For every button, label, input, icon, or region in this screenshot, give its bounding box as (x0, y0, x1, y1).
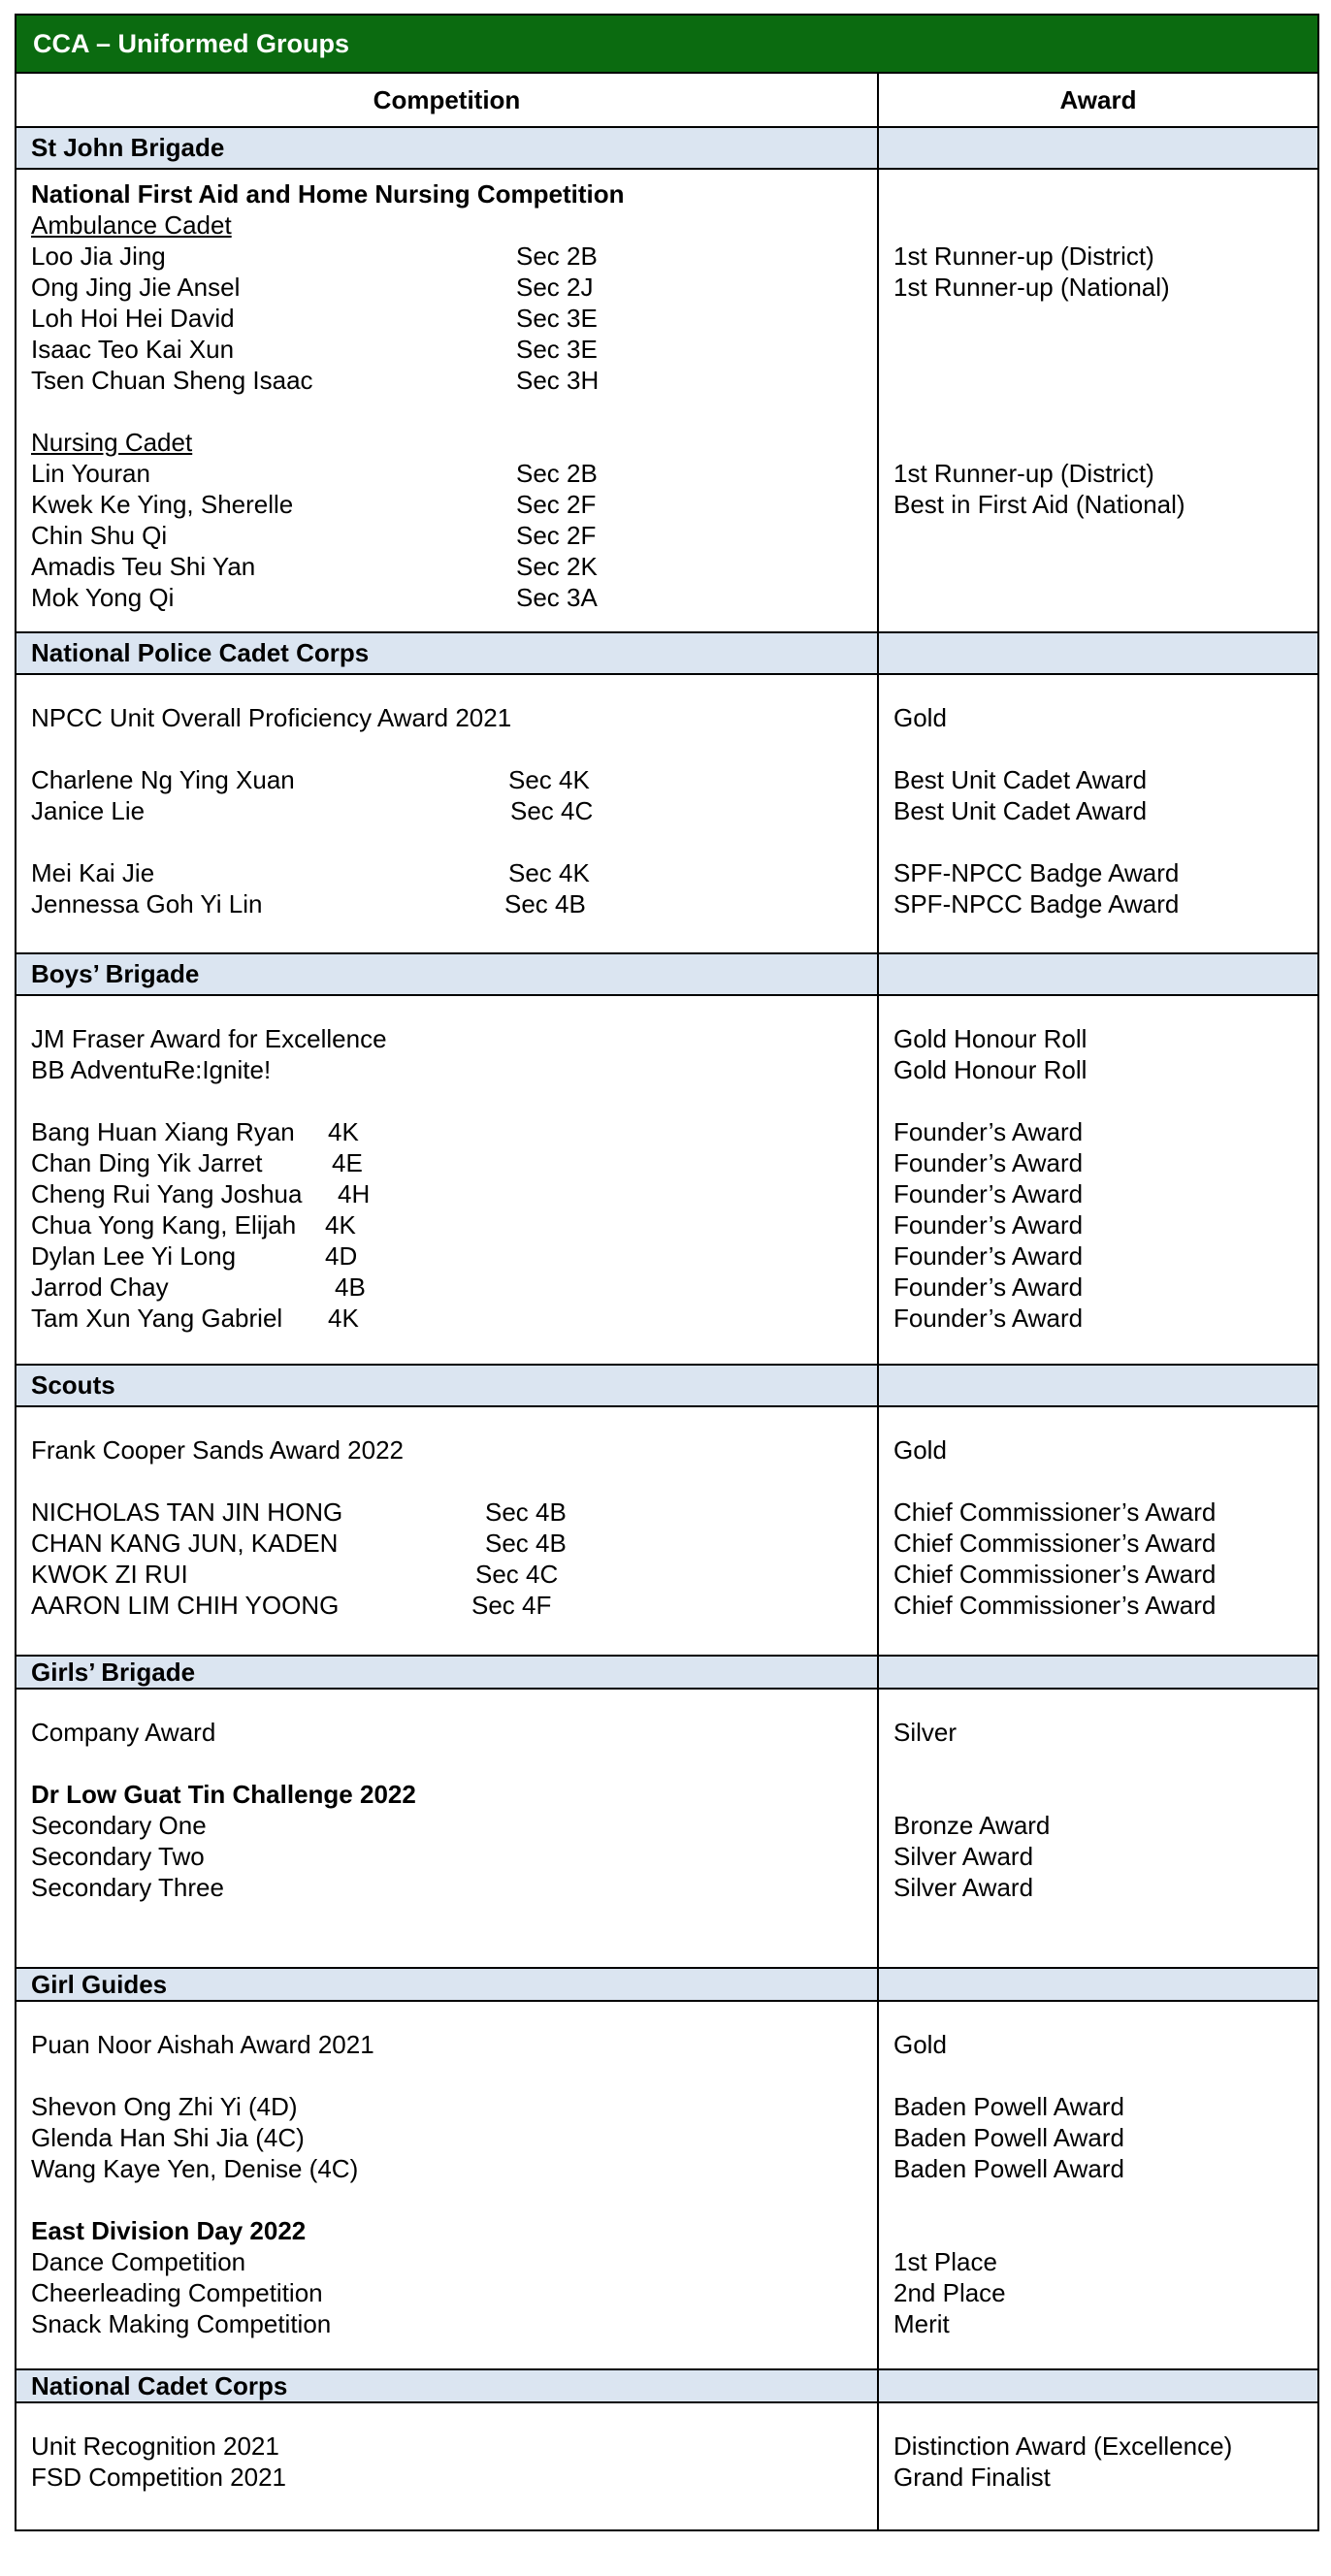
st-john-competition-cell (16, 169, 878, 632)
guides-award-cell (878, 2001, 1318, 2369)
section-boys-brigade: Boys’ Brigade (16, 953, 878, 995)
award-text: Gold (893, 703, 947, 732)
list-item: Mok Yong Qi Sec 3A (31, 583, 598, 612)
award-text: Merit (893, 2309, 950, 2338)
list-item: Loo Jia Jing Sec 2B (31, 242, 598, 271)
award-text: Silver Award (893, 1842, 1034, 1871)
award-text: Bronze Award (893, 1811, 1051, 1840)
list-item: Chin Shu Qi Sec 2F (31, 521, 597, 550)
award-text: Silver (893, 1718, 958, 1747)
award-name: NPCC Unit Overall Proficiency Award 2021 (31, 703, 512, 732)
list-item: Jennessa Goh Yi Lin Sec 4B (31, 889, 586, 918)
award-text: 1st Place (893, 2247, 997, 2276)
st-john-award-cell (878, 169, 1318, 632)
award-text: Baden Powell Award (893, 2154, 1125, 2183)
award-text: Gold Honour Roll (893, 1024, 1088, 1053)
award-name: Company Award (31, 1718, 216, 1747)
award-text: Gold (893, 2030, 947, 2059)
awards-document (15, 14, 1317, 2531)
competition-title: National First Aid and Home Nursing Competition (31, 179, 625, 209)
section-scouts: Scouts (16, 1365, 878, 1406)
list-item: Mei Kai Jie Sec 4K (31, 858, 590, 887)
award-text: Founder’s Award (893, 1148, 1084, 1177)
list-item: Secondary Three (31, 1873, 224, 1902)
award-text: Gold (893, 1435, 947, 1465)
award-text: SPF-NPCC Badge Award (893, 889, 1180, 918)
award-text: Chief Commissioner’s Award (893, 1591, 1217, 1620)
award-name: Frank Cooper Sands Award 2022 (31, 1435, 404, 1465)
list-item: Chan Ding Yik Jarret 4E (31, 1148, 363, 1177)
section-npcc: National Police Cadet Corps (16, 632, 878, 674)
list-item: KWOK ZI RUI Sec 4C (31, 1560, 559, 1589)
list-item: NICHOLAS TAN JIN HONG Sec 4B (31, 1497, 567, 1527)
list-item: Janice Lie Sec 4C (31, 796, 594, 825)
list-item: Chua Yong Kang, Elijah 4K (31, 1210, 356, 1240)
list-item: Cheng Rui Yang Joshua 4H (31, 1179, 371, 1208)
award-text: Chief Commissioner’s Award (893, 1497, 1217, 1527)
list-item: AARON LIM CHIH YOONG Sec 4F (31, 1591, 552, 1620)
subgroup-label: Nursing Cadet (31, 428, 193, 457)
award-name: JM Fraser Award for Excellence (31, 1024, 387, 1053)
list-item: Amadis Teu Shi Yan Sec 2K (31, 552, 598, 581)
award-text: 1st Runner-up (District) (893, 242, 1154, 271)
list-item: Jarrod Chay 4B (31, 1272, 366, 1302)
award-text: 1st Runner-up (National) (893, 273, 1170, 302)
award-text: 2nd Place (893, 2278, 1006, 2307)
award-text: SPF-NPCC Badge Award (893, 858, 1180, 887)
award-text: Chief Commissioner’s Award (893, 1560, 1217, 1589)
guides-competition-cell (16, 2001, 878, 2369)
section-girl-guides: Girl Guides (16, 1968, 878, 2001)
ncc-award-cell (878, 2402, 1318, 2530)
gb-award-cell (878, 1689, 1318, 1968)
award-text: Chief Commissioner’s Award (893, 1529, 1217, 1558)
scouts-competition-cell (16, 1406, 878, 1656)
award-text: Best Unit Cadet Award (893, 796, 1148, 825)
scouts-award-cell (878, 1406, 1318, 1656)
list-item: Dylan Lee Yi Long 4D (31, 1241, 358, 1271)
award-text: Founder’s Award (893, 1117, 1084, 1146)
list-item: Snack Making Competition (31, 2309, 332, 2338)
award-text: Founder’s Award (893, 1272, 1084, 1302)
competition-column-header: Competition (16, 73, 878, 127)
award-text: Gold Honour Roll (893, 1055, 1088, 1084)
award-text: Baden Powell Award (893, 2092, 1125, 2121)
award-column-header: Award (878, 73, 1318, 127)
award-name: BB AdventuRe:Ignite! (31, 1055, 272, 1084)
subgroup-label: Ambulance Cadet (31, 210, 232, 240)
list-item: Cheerleading Competition (31, 2278, 323, 2307)
table-title: CCA – Uniformed Groups (16, 15, 1318, 73)
npcc-award-cell (878, 674, 1318, 953)
awards-table (15, 14, 1319, 2531)
list-item: Lin Youran Sec 2B (31, 459, 598, 488)
list-item: Charlene Ng Ying Xuan Sec 4K (31, 765, 590, 794)
award-text: Founder’s Award (893, 1241, 1084, 1271)
list-item: Kwek Ke Ying, Sherelle Sec 2F (31, 490, 597, 519)
award-text: Founder’s Award (893, 1179, 1084, 1208)
ncc-competition-cell (16, 2402, 878, 2530)
bb-award-cell (878, 995, 1318, 1365)
list-item: FSD Competition 2021 (31, 2463, 287, 2492)
award-text: Distinction Award (Excellence) (893, 2431, 1233, 2461)
award-text: Baden Powell Award (893, 2123, 1125, 2152)
bb-competition-cell (16, 995, 878, 1365)
npcc-competition-cell (16, 674, 878, 953)
list-item: Bang Huan Xiang Ryan 4K (31, 1117, 359, 1146)
list-item: Tam Xun Yang Gabriel 4K (31, 1304, 359, 1333)
list-item: Shevon Ong Zhi Yi (4D) (31, 2092, 298, 2121)
list-item: Tsen Chuan Sheng Isaac Sec 3H (31, 366, 600, 395)
challenge-title: Dr Low Guat Tin Challenge 2022 (31, 1780, 416, 1809)
award-text: Grand Finalist (893, 2463, 1051, 2492)
award-text: Silver Award (893, 1873, 1034, 1902)
award-text: Founder’s Award (893, 1304, 1084, 1333)
award-text: 1st Runner-up (District) (893, 459, 1154, 488)
list-item: Secondary One (31, 1811, 207, 1840)
award-text: Best Unit Cadet Award (893, 765, 1148, 794)
gb-competition-cell (16, 1689, 878, 1968)
award-text: Best in First Aid (National) (893, 490, 1185, 519)
list-item: Unit Recognition 2021 (31, 2431, 279, 2461)
event-title: East Division Day 2022 (31, 2216, 307, 2245)
award-text: Founder’s Award (893, 1210, 1084, 1240)
list-item: Glenda Han Shi Jia (4C) (31, 2123, 305, 2152)
list-item: Ong Jing Jie Ansel Sec 2J (31, 273, 594, 302)
section-girls-brigade: Girls’ Brigade (16, 1656, 878, 1689)
list-item: CHAN KANG JUN, KADEN Sec 4B (31, 1529, 567, 1558)
list-item: Isaac Teo Kai Xun Sec 3E (31, 335, 598, 364)
list-item: Dance Competition (31, 2247, 246, 2276)
award-name: Puan Noor Aishah Award 2021 (31, 2030, 374, 2059)
section-st-john: St John Brigade (16, 127, 878, 169)
list-item: Secondary Two (31, 1842, 205, 1871)
section-ncc: National Cadet Corps (16, 2369, 878, 2402)
list-item: Wang Kaye Yen, Denise (4C) (31, 2154, 359, 2183)
list-item: Loh Hoi Hei David Sec 3E (31, 304, 598, 333)
